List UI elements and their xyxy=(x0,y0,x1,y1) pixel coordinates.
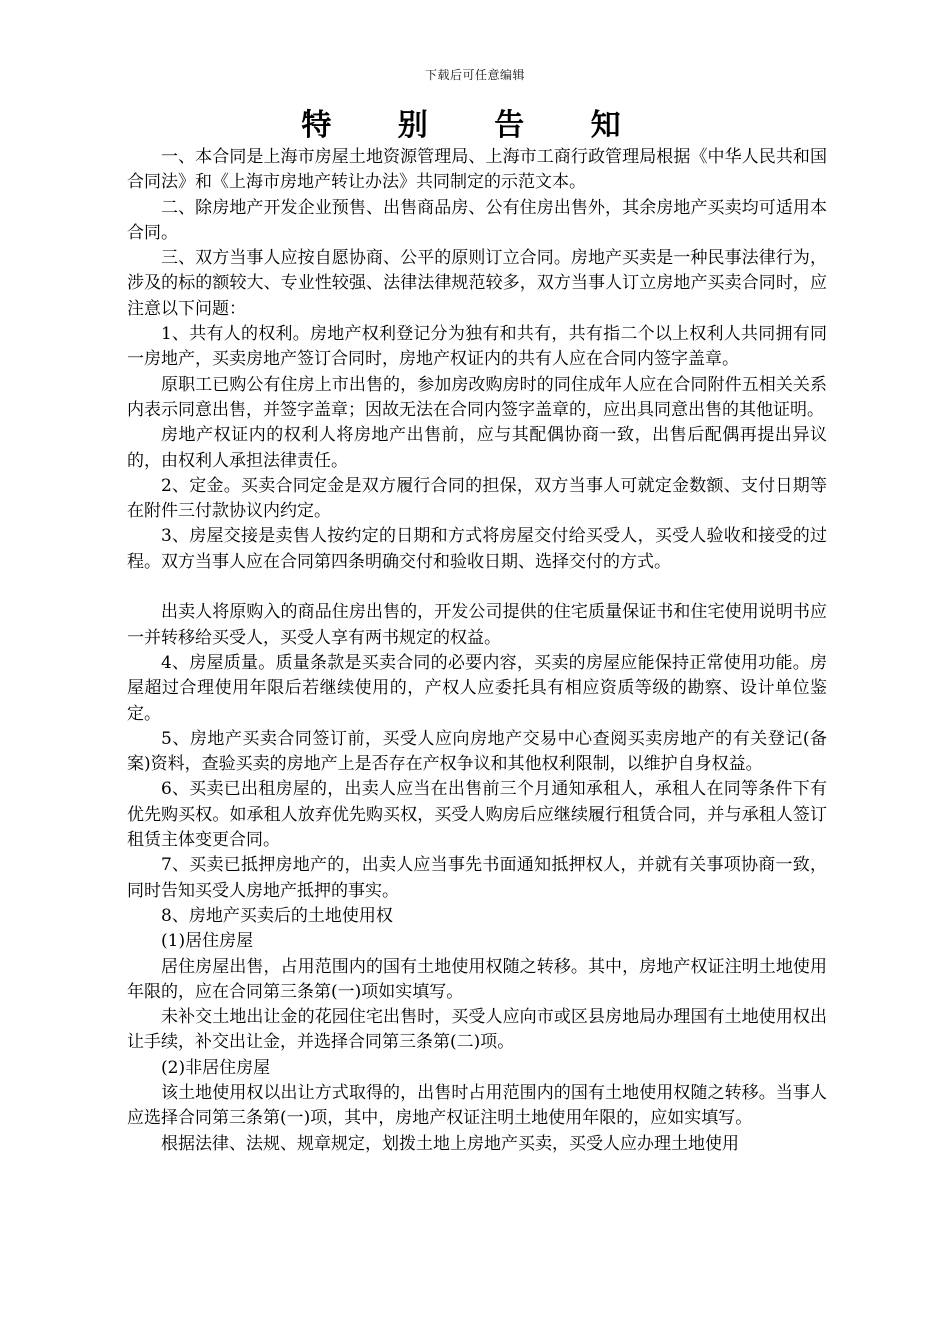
paragraph: 3、房屋交接是卖售人按约定的日期和方式将房屋交付给买受人，买受人验收和接受的过程。双方当事人应在合同第四条明确交付和验收日期、选择交付的方式。 xyxy=(127,526,827,572)
paragraph: (2)非居住房屋 xyxy=(161,1057,271,1078)
paragraph: 8、房地产买卖后的土地使用权 xyxy=(161,905,393,926)
paragraph: 5、房地产买卖合同签订前，买受人应向房地产交易中心查阅买卖房地产的有关登记(备案)资料，查验买卖的房地产上是否存在产权争议和其他权利限制，以维护自身权益。 xyxy=(127,728,827,775)
paragraph: 2、定金。买卖合同定金是双方履行合同的担保，双方当事人可就定金数额、支付日期等在附件三付款协议内约定。 xyxy=(127,475,827,522)
paragraph: 4、房屋质量。质量条款是买卖合同的必要内容，买卖的房屋应能保持正常使用功能。房屋超过合理使用年限后若继续使用的，产权人应委托具有相应资质等级的勘察、设计单位鉴定。 xyxy=(127,652,827,724)
blank-line xyxy=(127,575,827,600)
paragraph: 二、除房地产开发企业预售、出售商品房、公有住房出售外，其余房地产买卖均可适用本合同。 xyxy=(127,197,827,243)
paragraph: 1、共有人的权利。房地产权利登记分为独有和共有，共有指二个以上权利人共同拥有同一房地产，买卖房地产签订合同时，房地产权证内的共有人应在合同内签字盖章。 xyxy=(127,324,827,370)
paragraph: 一、本合同是上海市房屋土地资源管理局、上海市工商行政管理局根据《中华人民共和国合同法》和《上海市房地产转让办法》共同制定的示范文本。 xyxy=(127,147,827,193)
paragraph: 房地产权证内的权利人将房地产出售前，应与其配偶协商一致，出售后配偶再提出异议的，由权利人承担法律责任。 xyxy=(127,425,827,471)
paragraph: 出卖人将原购入的商品住房出售的，开发公司提供的住宅质量保证书和住宅使用说明书应一并转移给买受人，买受人享有两书规定的权益。 xyxy=(127,602,827,648)
paragraph: 三、双方当事人应按自愿协商、公平的原则订立合同。房地产买卖是一种民事法律行为，涉及的标的额较大、专业性较强、法律法律规范较多，双方当事人订立房地产买卖合同时，应注意以下问题： xyxy=(127,248,827,319)
paragraph: 根据法律、法规、规章规定，划拨土地上房地产买卖，买受人应办理土地使用 xyxy=(161,1133,739,1154)
paragraph: 该土地使用权以出让方式取得的，出售时占用范围内的国有土地使用权随之转移。当事人应选择合同第三条第(一)项，其中，房地产权证注明土地使用年限的，应如实填写。 xyxy=(127,1082,827,1129)
paragraph: 原职工已购公有住房上市出售的，参加房改购房时的同住成年人应在合同附件五相关关系内表示同意出售，并签字盖章；因故无法在合同内签字盖章的，应出具同意出售的其他证明。 xyxy=(127,374,827,420)
page-title: 特 别 告 知 xyxy=(301,108,649,143)
header-note: 下载后可任意编辑 xyxy=(424,68,525,82)
paragraph: 未补交土地出让金的花园住宅出售时，买受人应向市或区县房地局办理国有土地使用权出让手续，补交出让金，并选择合同第三条第(二)项。 xyxy=(127,1007,827,1053)
paragraph: (1)居住房屋 xyxy=(161,931,254,952)
paragraph: 6、买卖已出租房屋的，出卖人应当在出售前三个月通知承租人，承租人在同等条件下有优先购买权。如承租人放弃优先购买权，买受人购房后应继续履行租赁合同，并与承租人签订租赁主体变更合同。 xyxy=(127,779,827,851)
paragraph: 7、买卖已抵押房地产的，出卖人应当事先书面通知抵押权人，并就有关事项协商一致，同时告知买受人房地产抵押的事实。 xyxy=(127,855,827,901)
document-body xyxy=(127,145,827,1157)
paragraph: 居住房屋出售，占用范围内的国有土地使用权随之转移。其中，房地产权证注明土地使用年限的，应在合同第三条第(一)项如实填写。 xyxy=(127,956,827,1002)
